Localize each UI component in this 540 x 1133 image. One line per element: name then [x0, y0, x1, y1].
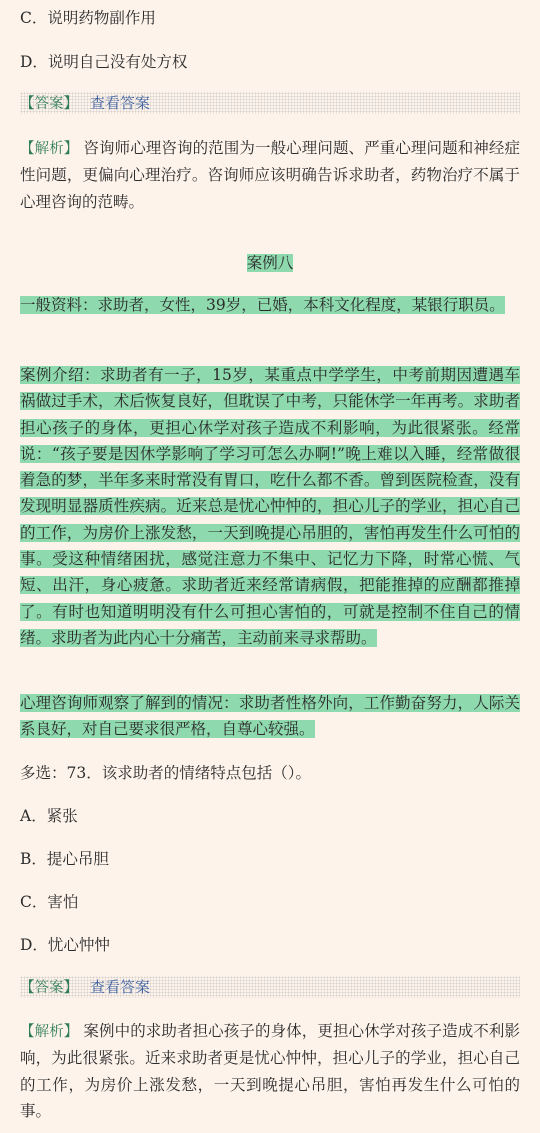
case-title [0, 252, 540, 274]
q73-view-answer-link[interactable]: 查看答案 [90, 978, 151, 996]
q72-option-c[interactable]: C．说明药物副作用 [20, 9, 156, 27]
q72-answer-row [20, 92, 520, 114]
case-title-text: 案例八 [246, 254, 294, 272]
q73-option-d[interactable]: D．忧心忡忡 [20, 936, 110, 954]
q73-analysis-label: 【解析】 [20, 1024, 79, 1040]
q72-view-answer-link[interactable]: 查看答案 [90, 94, 151, 112]
q72-analysis [20, 135, 520, 215]
q72-analysis-text: 咨询师心理咨询的范围为一般心理问题、严重心理问题和神经症性问题，更偏向心理治疗。咨询师应该明确告诉求助者，药物治疗不属于心理咨询的范畴。 [20, 139, 520, 211]
case-introduction [20, 362, 520, 651]
q73-analysis-text: 案例中的求助者担心孩子的身体，更担心休学对孩子造成不利影响，为此很紧张。近来求助者更是忧心忡忡，担心儿子的学业，担心自己的工作，为房价上涨发愁，一天到晚提心吊胆，害怕再发生什么可怕的事。 [20, 1022, 520, 1120]
case-observation-text: 心理咨询师观察了解到的情况：求助者性格外向，工作勤奋努力，人际关系良好，对自己要求很严格，自尊心较强。 [20, 694, 520, 739]
case-general-info [20, 292, 520, 318]
q73-question: 多选：73．该求助者的情绪特点包括（）。 [20, 764, 311, 782]
q73-analysis [20, 1018, 520, 1124]
q73-answer-label: 【答案】 [20, 980, 78, 996]
q72-option-d[interactable]: D．说明自己没有处方权 [20, 53, 188, 71]
q73-answer-row [20, 976, 520, 998]
q72-answer-label: 【答案】 [20, 96, 78, 112]
q72-analysis-label: 【解析】 [20, 141, 79, 157]
q73-option-b[interactable]: B．提心吊胆 [20, 850, 109, 868]
q73-option-c[interactable]: C．害怕 [20, 893, 79, 911]
case-intro-text: 案例介绍：求助者有一子，15岁，某重点中学学生，中考前期因遭遇车祸做过手术，术后恢复良好，但耽误了中考，只能休学一年再考。求助者担心孩子的身体，更担心休学对孩子造成不利影响，为此很紧张。经常说：“孩子要是因休学影响了学习可怎么办啊!”晚上难以入睡，经常做很着急的梦，半年多来时常没有胃口，吃什么都不香。曾到医院检查，没有发现明显器质性疾病。近来总是忧心忡忡的，担心儿子的学业，担心自己的工作，为房价上涨发愁，一天到晚提心吊胆的，害怕再发生什么可怕的事。受这种情绪困扰，感觉注意力不集中、记忆力下降，时常心慌、气短、出汗，身心疲惫。求助者近来经常请病假，把能推掉的应酬都推掉了。有时也知道明明没有什么可担心害怕的，可就是控制不住自己的情绪。求助者为此内心十分痛苦，主动前来寻求帮助。 [20, 366, 520, 647]
case-observation [20, 690, 520, 743]
case-general-text: 一般资料：求助者，女性，39岁，已婚，本科文化程度，某银行职员。 [20, 296, 505, 314]
q73-option-a[interactable]: A．紧张 [20, 807, 78, 825]
